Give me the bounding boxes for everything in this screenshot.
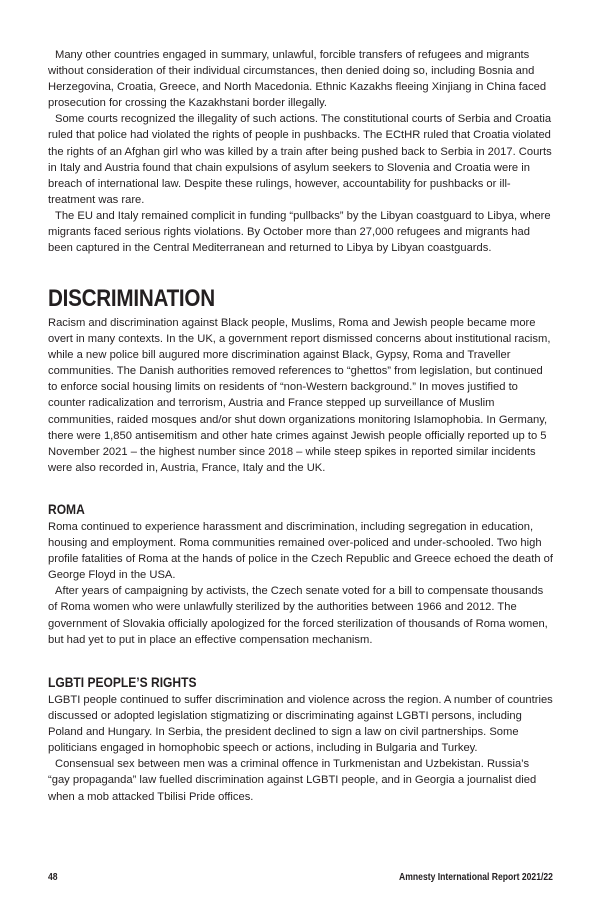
intro-paragraph-1: Many other countries engaged in summary, unlawful, forcible transfers of refugees and migrants without consideration of their individual circumstances, then denied doing so, including Bosnia and Herzegovina, Croatia, Greece, and North Macedonia. Ethnic Kazakhs fleeing Xinjiang in China faced prosecution for crossing the Kazakhstani border illegally.: [48, 49, 547, 110]
subheading-lgbti: LGBTI PEOPLE’S RIGHTS: [48, 674, 197, 690]
subheading-roma: ROMA: [48, 501, 85, 517]
roma-section: [48, 519, 553, 648]
lgbti-section: [48, 692, 553, 805]
lgbti-paragraph-1: LGBTI people continued to suffer discrimination and violence across the region. A number of countries discussed or adopted legislation stigmatizing or discriminating against LGBTI persons, including Poland and Hungary. In Serbia, the president declined to sign a law on civil partnerships. Some politicians engaged in homophobic speech or actions, including in Bulgaria and Turkey.: [48, 694, 553, 755]
roma-paragraph-1: Roma continued to experience harassment and discrimination, including segregation in education, housing and employment. Roma communities remained over-policed and under-schooled. Two high profile fatalities of Roma at the hands of police in the Czech Republic and Greece echoed the death of George Floyd in the USA.: [48, 521, 553, 582]
discrimination-paragraph: Racism and discrimination against Black people, Muslims, Roma and Jewish people became more overt in many contexts. In the UK, a government report dismissed concerns about institutional racism, while a new police bill augured more discrimination against Black, Gypsy, Roma and Traveller communities. The Danish authorities removed references to “ghettos” from legislation, but continued to enforce social housing limits on residents of “non-Western background.” In moves justified to counter radicalization and terrorism, Austria and France stepped up surveillance of Muslim communities, raided mosques and/or shut down organizations monitoring Islamophobia. In Germany, there were 1,850 antisemitism and other hate crimes against Jewish people officially reported up to 5 November 2021 – the highest number since 2018 – while steep spikes in reported similar incidents were also recorded in, Austria, France, Italy and the UK.: [48, 317, 551, 474]
publication-title: Amnesty International Report 2021/22: [399, 872, 553, 883]
intro-paragraph-2: Some courts recognized the illegality of such actions. The constitutional courts of Serbia and Croatia ruled that police had violated the rights of people in pushbacks. The ECtHR ruled that Croatia violated the rights of an Afghan girl who was killed by a train after being pushed back to Serbia in 2017. Courts in Italy and Austria found that chain expulsions of asylum seekers to Slovenia and Croatia were in breach of international law. Despite these rulings, however, accountability for pushbacks or ill-treatment was rare.: [48, 113, 552, 206]
page-number: 48: [48, 872, 58, 883]
intro-section: [48, 47, 553, 256]
roma-paragraph-2: After years of campaigning by activists, the Czech senate voted for a bill to compensate thousands of Roma women who were unlawfully sterilized by the authorities between 1966 and 2012. The government of Slovakia officially apologized for the forced sterilization of thousands of Roma women, but had yet to put in place an effective compensation mechanism.: [48, 585, 548, 646]
intro-paragraph-3: The EU and Italy remained complicit in funding “pullbacks” by the Libyan coastguard to Libya, where migrants faced serious rights violations. By October more than 27,000 refugees and migrants had been captured in the Central Mediterranean and returned to Libya by Libyan coastguards.: [48, 209, 551, 255]
section-heading-discrimination: DISCRIMINATION: [48, 285, 215, 312]
lgbti-paragraph-2: Consensual sex between men was a criminal offence in Turkmenistan and Uzbekistan. Russia’s “gay propaganda” law fuelled discrimination against LGBTI people, and in Georgia a journalist died when a mob attacked Tbilisi Pride offices.: [48, 758, 537, 803]
discrimination-section: [48, 315, 553, 476]
